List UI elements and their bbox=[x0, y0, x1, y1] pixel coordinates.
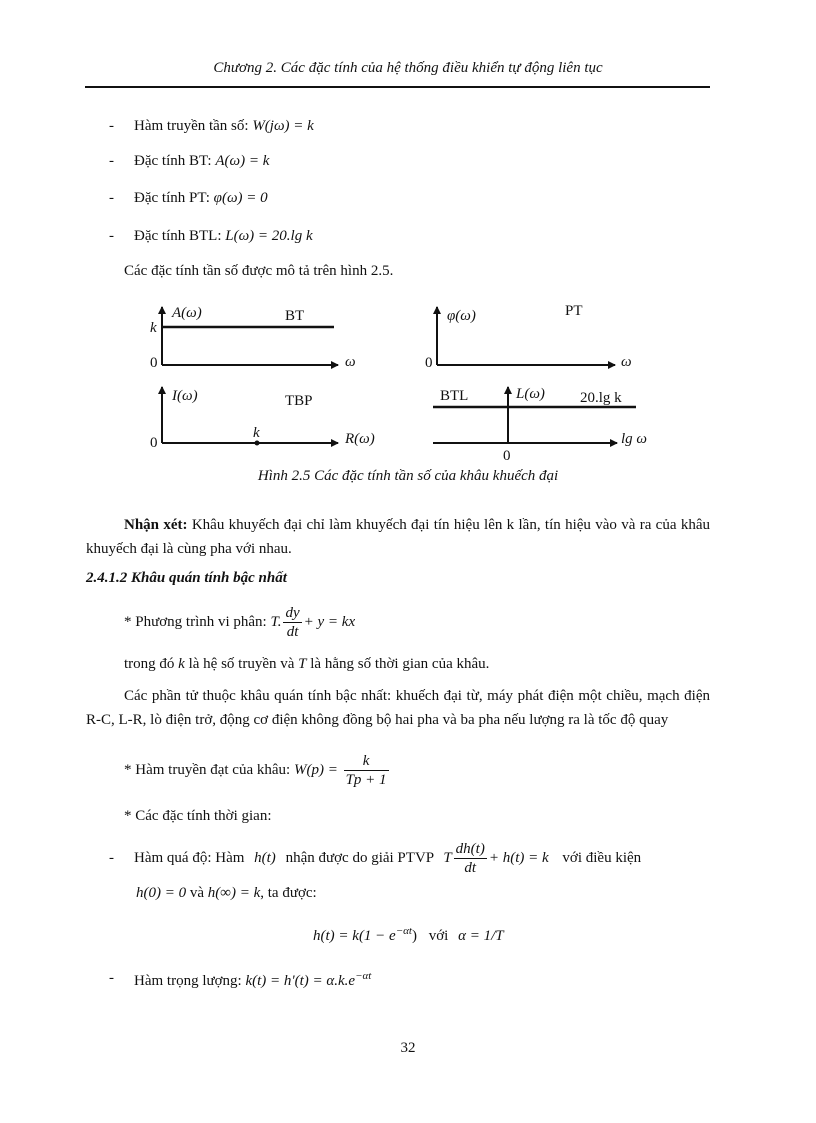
weight-label: Hàm trọng lượng: bbox=[134, 973, 242, 989]
btl-level-label: 20.lg k bbox=[580, 390, 622, 406]
diffeq-lhs: T. bbox=[270, 613, 282, 630]
section-heading: 2.4.1.2 Khâu quán tính bậc nhất bbox=[86, 570, 287, 586]
bullet-dash: - bbox=[109, 850, 114, 866]
bullet-formula: W(jω) = k bbox=[252, 118, 314, 134]
diffeq-rhs: + y = kx bbox=[303, 613, 356, 630]
bullet-label: Đặc tính BT: bbox=[134, 153, 212, 169]
step-cond1: h(0) = 0 bbox=[136, 885, 187, 901]
btl-y-label: L(ω) bbox=[516, 386, 545, 402]
where-text: trong đó bbox=[124, 656, 179, 672]
step-text: với điều kiện bbox=[562, 849, 642, 866]
bt-k-tick: k bbox=[150, 320, 157, 336]
pt-origin: 0 bbox=[425, 355, 433, 371]
figure-caption: Hình 2.5 Các đặc tính tần số của khâu khuếch đại bbox=[257, 468, 559, 484]
bullet-formula: A(ω) = k bbox=[215, 153, 270, 169]
figure-2-5 bbox=[0, 295, 816, 465]
bt-y-label: A(ω) bbox=[172, 305, 202, 321]
time-characteristics: * Các đặc tính thời gian: bbox=[124, 808, 272, 824]
bt-title: BT bbox=[285, 308, 305, 324]
step-T: T bbox=[443, 849, 452, 866]
bullet-pt bbox=[134, 190, 268, 207]
bullet-btl bbox=[134, 228, 313, 245]
remark-label: Nhận xét: bbox=[124, 517, 188, 533]
bullet-formula: φ(ω) = 0 bbox=[213, 190, 268, 206]
weight-exp: −αt bbox=[355, 970, 372, 982]
transfer-num: k bbox=[344, 752, 389, 771]
weight-line bbox=[134, 970, 371, 990]
bt-origin: 0 bbox=[150, 355, 158, 371]
remark-text: Khâu khuyếch đại chỉ làm khuyếch đại tín hiệu lên k lần, tín hiệu vào và ra của khâu khuyếch đại là cùng pha với nhau. bbox=[86, 517, 710, 557]
transfer-lhs: W(p) = bbox=[293, 761, 338, 778]
step-text: Hàm quá độ: Hàm bbox=[134, 849, 245, 866]
step-result-formula: h(t) = k(1 − e bbox=[313, 928, 396, 944]
diffeq-den: dt bbox=[286, 624, 299, 640]
where-line bbox=[124, 656, 489, 673]
step-text: nhận được do giải PTVP bbox=[285, 849, 434, 866]
bullet-dash: - bbox=[109, 153, 114, 169]
transfer-line bbox=[124, 752, 391, 789]
elements-paragraph: Các phần tử thuộc khâu quán tính bậc nhất: khuếch đại từ, máy phát điện một chiều, mạch điện R-C, L-R, lò điện trở, động cơ điện không đồng bộ hai pha và ba pha nếu lượng ra là tốc độ quay bbox=[86, 688, 710, 728]
where-text: là hệ số truyền và bbox=[184, 656, 299, 672]
btl-title: BTL bbox=[440, 388, 469, 404]
pt-plot bbox=[425, 303, 632, 371]
figure-intro: Các đặc tính tần số được mô tả trên hình 2.5. bbox=[124, 263, 394, 279]
transfer-den: Tp + 1 bbox=[345, 772, 387, 788]
step-with: với bbox=[428, 928, 449, 944]
weight-formula: k(t) = h'(t) = α.k.e bbox=[245, 973, 356, 989]
tbp-k-label: k bbox=[253, 425, 260, 441]
where-text: là hằng số thời gian của khâu. bbox=[306, 656, 490, 672]
step-h: h(t) bbox=[254, 849, 276, 866]
bullet-transfer-frequency bbox=[134, 118, 314, 135]
where-T: T bbox=[298, 656, 307, 672]
pt-title: PT bbox=[565, 303, 583, 319]
bullet-dash: - bbox=[109, 228, 114, 244]
step-and: và bbox=[189, 885, 205, 901]
bullet-label: Hàm truyền tần số: bbox=[134, 118, 249, 134]
tbp-origin: 0 bbox=[150, 435, 158, 451]
tbp-title: TBP bbox=[285, 393, 313, 409]
pt-y-label: φ(ω) bbox=[447, 308, 476, 324]
transfer-fraction bbox=[344, 752, 389, 789]
step-fraction bbox=[454, 840, 487, 877]
step-conditions bbox=[136, 885, 317, 902]
where-k: k bbox=[178, 656, 185, 672]
bullet-label: Đặc tính PT: bbox=[134, 190, 210, 206]
page-number: 32 bbox=[400, 1040, 416, 1056]
btl-x-label: lg ω bbox=[621, 431, 648, 447]
diffeq-fraction bbox=[283, 604, 301, 641]
bullet-label: Đặc tính BTL: bbox=[134, 228, 222, 244]
btl-plot bbox=[433, 386, 647, 464]
step-text: , ta được: bbox=[260, 885, 317, 901]
bullet-dash: - bbox=[109, 118, 114, 134]
tbp-y-label: I(ω) bbox=[172, 388, 198, 404]
bullet-dash: - bbox=[109, 190, 114, 206]
diffeq-line bbox=[124, 604, 355, 641]
step-den: dt bbox=[464, 860, 477, 876]
remark-paragraph bbox=[86, 513, 710, 561]
pt-x-label: ω bbox=[621, 354, 632, 370]
bt-plot bbox=[150, 305, 356, 371]
bullet-dash: - bbox=[109, 970, 114, 986]
bullet-bt bbox=[134, 153, 269, 170]
step-response-line bbox=[134, 840, 710, 877]
step-eq: + h(t) = k bbox=[488, 849, 549, 866]
header-rule bbox=[85, 86, 710, 88]
tbp-x-label: R(ω) bbox=[345, 431, 375, 447]
step-result bbox=[313, 925, 504, 945]
bt-x-label: ω bbox=[345, 354, 356, 370]
step-alpha: α = 1/T bbox=[458, 928, 504, 944]
diffeq-num: dy bbox=[285, 605, 300, 621]
step-num: dh(t) bbox=[455, 841, 485, 857]
step-cond2: h(∞) = k bbox=[207, 885, 261, 901]
step-result-close: ) bbox=[411, 928, 417, 944]
btl-origin: 0 bbox=[503, 448, 511, 464]
page-header: Chương 2. Các đặc tính của hệ thống điều khiển tự động liên tục bbox=[213, 60, 603, 76]
diffeq-label: * Phương trình vi phân: bbox=[124, 613, 267, 630]
step-result-exp: −αt bbox=[395, 925, 412, 937]
tbp-plot bbox=[150, 387, 375, 451]
tbp-k-point bbox=[255, 441, 260, 446]
transfer-label: * Hàm truyền đạt của khâu: bbox=[124, 761, 291, 778]
bullet-formula: L(ω) = 20.lg k bbox=[225, 228, 313, 244]
